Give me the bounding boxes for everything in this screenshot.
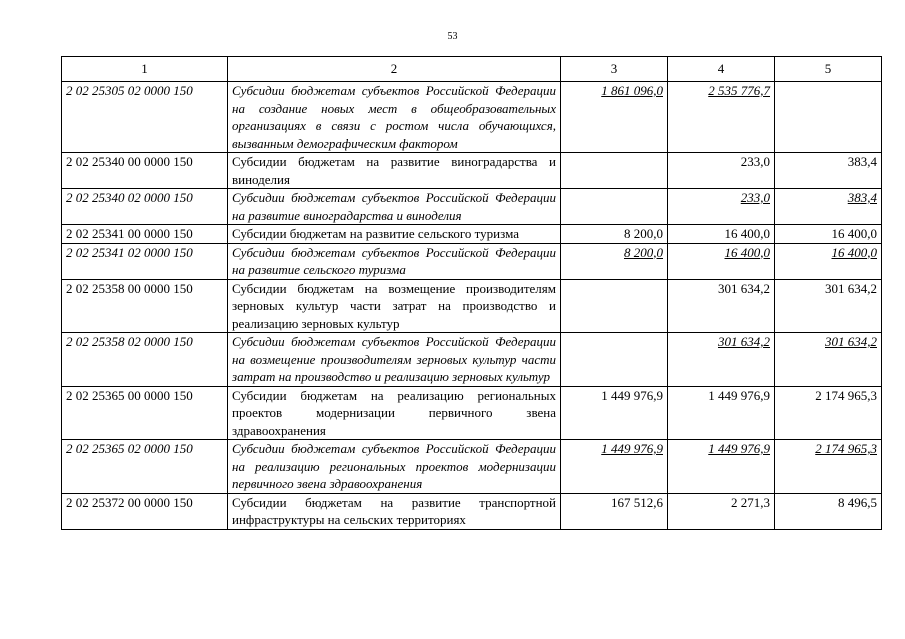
header-col-2: 2 [228, 57, 561, 82]
amount-col-4-cell-value: 1 449 976,9 [708, 387, 770, 403]
budget-table [61, 56, 882, 530]
description-cell: Субсидии бюджетам субъектов Российской Федерации на возмещение производителям зерновых культур части затрат на производство и реализацию зерновых культур [228, 333, 561, 387]
description-cell: Субсидии бюджетам на развитие виноградарства и виноделия [228, 153, 561, 189]
budget-code-cell: 2 02 25340 00 0000 150 [62, 153, 228, 189]
amount-col-4-cell-value: 16 400,0 [724, 226, 770, 241]
table-body [62, 82, 882, 530]
amount-col-4-cell [668, 279, 775, 333]
amount-col-3-cell [561, 440, 668, 494]
amount-col-4-cell-value: 2 271,3 [731, 494, 770, 510]
table-row [62, 386, 882, 440]
amount-col-3-cell [561, 279, 668, 333]
amount-col-4-cell-value: 301 634,2 [718, 280, 770, 296]
amount-col-3-cell [561, 189, 668, 225]
amount-col-3-cell [561, 153, 668, 189]
amount-col-5-cell [775, 243, 882, 279]
amount-col-4-cell-value: 301 634,2 [718, 334, 770, 349]
amount-col-5-cell-value: 2 174 965,3 [815, 441, 877, 456]
amount-col-5-cell-value: 383,4 [847, 154, 877, 169]
budget-code-cell: 2 02 25341 02 0000 150 [62, 243, 228, 279]
table-row [62, 153, 882, 189]
budget-code-cell: 2 02 25341 00 0000 150 [62, 225, 228, 244]
amount-col-5-cell [775, 333, 882, 387]
amount-col-3-cell [561, 386, 668, 440]
description-cell: Субсидии бюджетам субъектов Российской Федерации на развитие сельского туризма [228, 243, 561, 279]
amount-col-4-cell [668, 440, 775, 494]
amount-col-3-cell [561, 243, 668, 279]
amount-col-3-cell [561, 225, 668, 244]
budget-code-cell: 2 02 25305 02 0000 150 [62, 82, 228, 153]
budget-code-cell: 2 02 25358 02 0000 150 [62, 333, 228, 387]
amount-col-4-cell [668, 82, 775, 153]
amount-col-5-cell-value: 16 400,0 [831, 226, 877, 241]
budget-code-cell: 2 02 25365 02 0000 150 [62, 440, 228, 494]
description-cell: Субсидии бюджетам субъектов Российской Федерации на развитие виноградарства и виноделия [228, 189, 561, 225]
amount-col-5-cell-value: 8 496,5 [838, 494, 877, 510]
amount-col-5-cell-value: 2 174 965,3 [815, 387, 877, 403]
amount-col-4-cell [668, 386, 775, 440]
amount-col-3-cell-value: 1 861 096,0 [601, 83, 663, 98]
description-cell: Субсидии бюджетам на развитие транспортной инфраструктуры на сельских территориях [228, 493, 561, 529]
amount-col-3-cell-value: 1 449 976,9 [601, 387, 663, 403]
amount-col-4-cell [668, 189, 775, 225]
amount-col-5-cell [775, 493, 882, 529]
amount-col-4-cell-value: 2 535 776,7 [708, 83, 770, 98]
amount-col-5-cell [775, 386, 882, 440]
header-row [62, 57, 882, 82]
amount-col-3-cell [561, 493, 668, 529]
table-row [62, 440, 882, 494]
amount-col-4-cell [668, 493, 775, 529]
amount-col-4-cell-value: 233,0 [740, 154, 770, 169]
amount-col-4-cell [668, 333, 775, 387]
table-row [62, 493, 882, 529]
description-cell: Субсидии бюджетам субъектов Российской Федерации на реализацию региональных проектов модернизации первичного звена здравоохранения [228, 440, 561, 494]
budget-code-cell: 2 02 25365 00 0000 150 [62, 386, 228, 440]
table-row [62, 225, 882, 244]
description-cell: Субсидии бюджетам на реализацию региональных проектов модернизации первичного звена здравоохранения [228, 386, 561, 440]
amount-col-5-cell-value: 301 634,2 [825, 334, 877, 349]
amount-col-5-cell [775, 279, 882, 333]
table-row [62, 82, 882, 153]
amount-col-3-cell-value: 8 200,0 [624, 244, 663, 260]
budget-code-cell: 2 02 25372 00 0000 150 [62, 493, 228, 529]
amount-col-4-cell [668, 153, 775, 189]
amount-col-4-cell-value: 1 449 976,9 [708, 441, 770, 456]
header-col-5: 5 [775, 57, 882, 82]
amount-col-3-cell-value: 8 200,0 [624, 226, 663, 241]
amount-col-5-cell [775, 153, 882, 189]
header-col-1: 1 [62, 57, 228, 82]
header-col-3: 3 [561, 57, 668, 82]
description-cell: Субсидии бюджетам на развитие сельского туризма [228, 225, 561, 244]
amount-col-3-cell [561, 333, 668, 387]
header-col-4: 4 [668, 57, 775, 82]
table-row [62, 189, 882, 225]
amount-col-5-cell-value: 301 634,2 [825, 280, 877, 296]
table-row [62, 333, 882, 387]
amount-col-5-cell [775, 189, 882, 225]
table-row [62, 279, 882, 333]
description-cell: Субсидии бюджетам на возмещение производителям зерновых культур части затрат на производство и реализацию зерновых культур [228, 279, 561, 333]
amount-col-4-cell-value: 16 400,0 [724, 244, 770, 260]
table-row [62, 243, 882, 279]
amount-col-5-cell [775, 82, 882, 153]
amount-col-3-cell-value: 167 512,6 [611, 494, 663, 510]
amount-col-5-cell [775, 440, 882, 494]
description-cell: Субсидии бюджетам субъектов Российской Федерации на создание новых мест в общеобразовательных организациях в связи с ростом числа обучающихся, вызванным демографическим фактором [228, 82, 561, 153]
amount-col-4-cell [668, 243, 775, 279]
amount-col-4-cell [668, 225, 775, 244]
amount-col-4-cell-value: 233,0 [740, 190, 770, 205]
page-number: 53 [447, 31, 458, 42]
amount-col-3-cell-value: 1 449 976,9 [601, 441, 663, 456]
budget-code-cell: 2 02 25358 00 0000 150 [62, 279, 228, 333]
amount-col-5-cell-value: 383,4 [847, 190, 877, 205]
amount-col-5-cell [775, 225, 882, 244]
amount-col-3-cell [561, 82, 668, 153]
amount-col-5-cell-value: 16 400,0 [831, 244, 877, 260]
budget-code-cell: 2 02 25340 02 0000 150 [62, 189, 228, 225]
